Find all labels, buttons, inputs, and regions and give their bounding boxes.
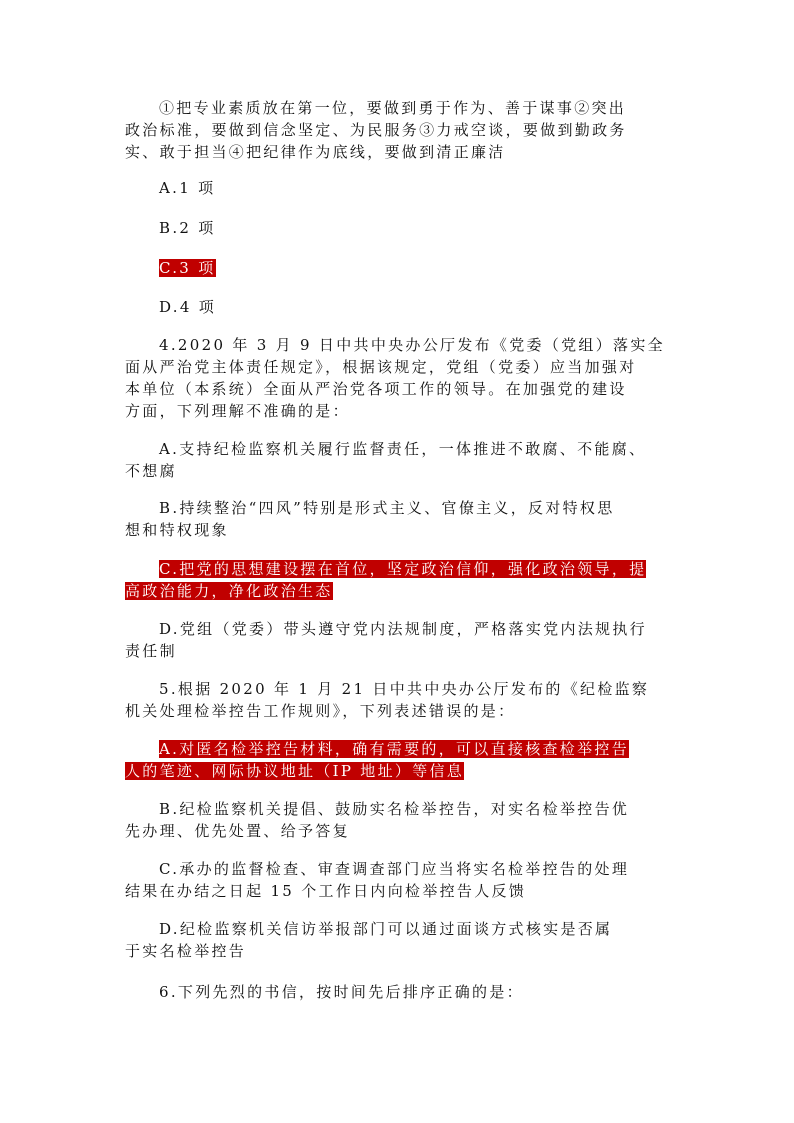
text-line: 想和特权现象 — [125, 521, 229, 539]
q5-option-c — [125, 858, 670, 902]
text-line: ①把专业素质放在第一位，要做到勇于作为、善于谋事②突出 — [159, 99, 627, 117]
q5-stem — [125, 678, 670, 722]
option-text: D.4 项 — [159, 298, 217, 316]
q4-option-a — [125, 438, 670, 482]
text-line: 5.根据 2020 年 1 月 21 日中共中央办公厅发布的《纪检监察 — [159, 680, 650, 698]
q3-option-a — [125, 177, 670, 199]
highlighted-answer: A.对匿名检举控告材料，确有需要的，可以直接核查检举控告 — [159, 740, 630, 758]
q6-stem — [125, 981, 670, 1003]
q3-option-d — [125, 296, 670, 318]
text-line: D.纪检监察机关信访举报部门可以通过面谈方式核实是否属 — [159, 920, 613, 938]
q4-stem — [125, 334, 670, 422]
highlighted-answer: 高政治能力，净化政治生态 — [125, 582, 333, 600]
q4-option-c-answer — [125, 558, 670, 602]
q3-option-b — [125, 217, 670, 239]
text-line: 6.下列先烈的书信，按时间先后排序正确的是： — [159, 983, 524, 1001]
text-line: D.党组（党委）带头遵守党内法规制度，严格落实党内法规执行 — [159, 620, 647, 638]
text-line: 本单位（本系统）全面从严治党各项工作的领导。在加强党的建设 — [125, 380, 627, 398]
text-line: 面从严治党主体责任规定》，根据该规定，党组（党委）应当加强对 — [125, 358, 637, 376]
highlighted-answer: 人的笔迹、网际协议地址（IP 地址）等信息 — [125, 762, 465, 780]
q5-option-d — [125, 918, 670, 962]
text-line: 方面，下列理解不准确的是： — [125, 402, 350, 420]
text-line: 责任制 — [125, 642, 177, 660]
option-text: B.2 项 — [159, 219, 216, 237]
text-line: 机关处理检举控告工作规则》，下列表述错误的是： — [125, 702, 516, 720]
text-line — [125, 760, 670, 782]
text-line: 结果在办结之日起 15 个工作日内向检举控告人反馈 — [125, 882, 527, 900]
text-line: 不想腐 — [125, 462, 177, 480]
text-line: A.支持纪检监察机关履行监督责任，一体推进不敢腐、不能腐、 — [159, 440, 647, 458]
q5-option-b — [125, 798, 670, 842]
q4-option-d — [125, 618, 670, 662]
text-line: 4.2020 年 3 月 9 日中共中央办公厅发布《党委（党组）落实全 — [159, 336, 665, 354]
text-line: 于实名检举控告 — [125, 942, 247, 960]
text-line: B.纪检监察机关提倡、鼓励实名检举控告，对实名检举控告优 — [159, 800, 630, 818]
q3-stem — [125, 97, 670, 163]
option-text: A.1 项 — [159, 179, 216, 197]
text-line: 实、敢于担当④把纪律作为底线，要做到清正廉洁 — [125, 143, 506, 161]
text-line: 政治标准，要做到信念坚定、为民服务③力戒空谈，要做到勤政务 — [125, 121, 627, 139]
text-line: B.持续整治“四风”特别是形式主义、官僚主义，反对特权思 — [159, 499, 615, 517]
text-line: C.承办的监督检查、审查调查部门应当将实名检举控告的处理 — [159, 860, 630, 878]
text-line — [159, 558, 670, 580]
text-line: 先办理、优先处置、给予答复 — [125, 822, 350, 840]
highlighted-answer: C.把党的思想建设摆在首位，坚定政治信仰，强化政治领导，提 — [159, 560, 647, 578]
highlighted-answer: C.3 项 — [159, 259, 216, 277]
text-line — [125, 580, 670, 602]
q3-option-c-answer — [125, 257, 670, 279]
text-line — [159, 738, 670, 760]
q4-option-b — [125, 497, 670, 541]
q5-option-a-answer — [125, 738, 670, 782]
